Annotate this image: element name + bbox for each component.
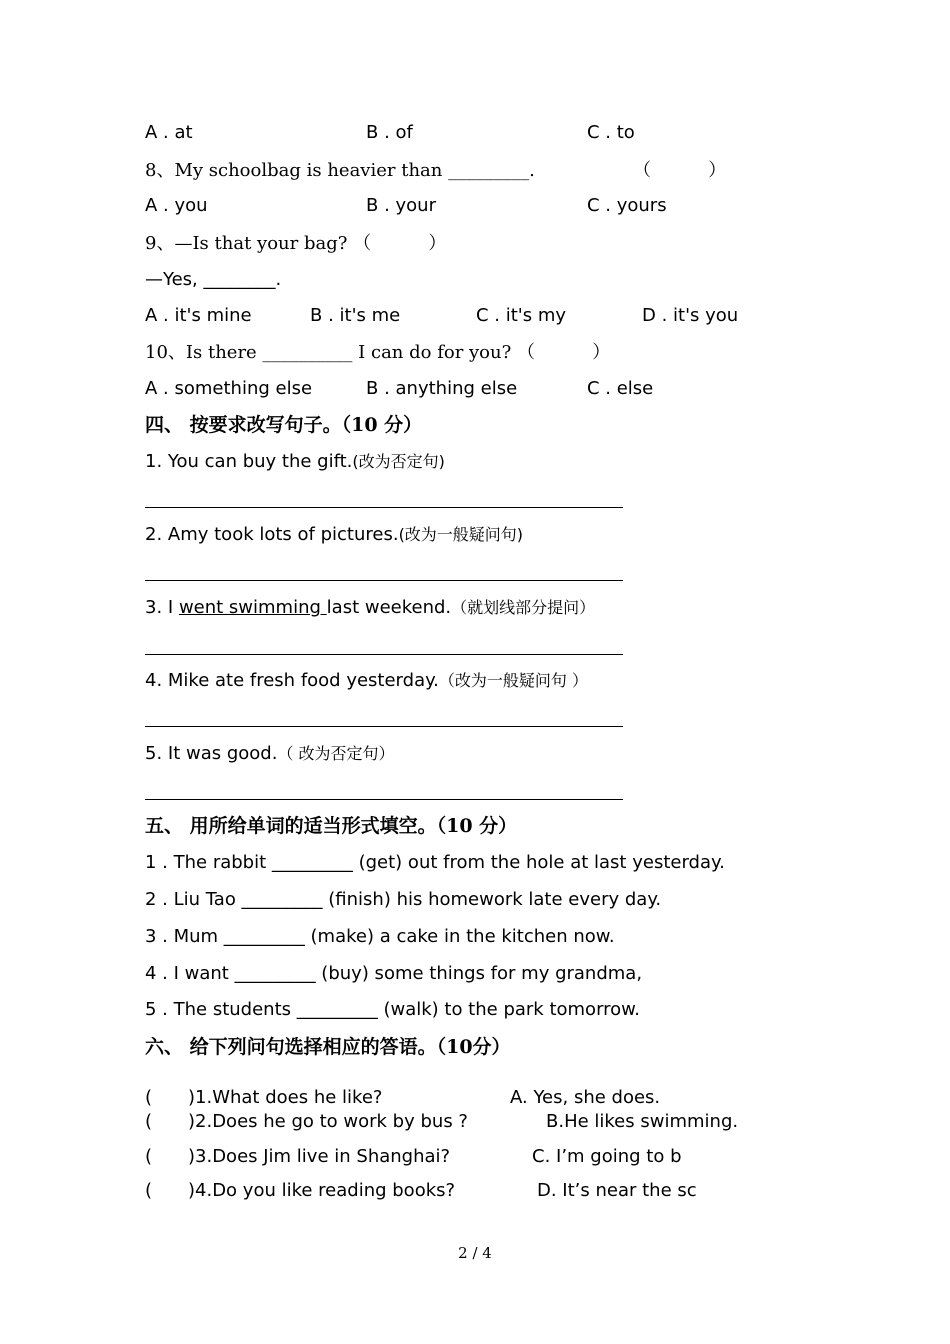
q8-option-a: A . you — [145, 195, 208, 216]
section4-item-3 — [145, 599, 595, 617]
answer-line-3[interactable] — [145, 654, 623, 655]
section5-item-4: 4 . I want _________ (buy) some things for my grandma, — [145, 963, 643, 984]
section6-bracket: ( — [145, 1180, 153, 1201]
q10-option-c: C . else — [587, 378, 654, 399]
answer-line-1[interactable] — [145, 507, 623, 508]
item-text: 2. Amy took lots of pictures. — [145, 524, 399, 545]
q9-option-a: A . it's mine — [145, 305, 252, 326]
q9-option-b: B . it's me — [310, 305, 401, 326]
q8-answer-paren: （ ） — [633, 160, 727, 181]
section5-item-3: 3 . Mum _________ (make) a cake in the kitchen now. — [145, 926, 615, 947]
section6-question-4: )4.Do you like reading books? — [188, 1180, 456, 1201]
item-text: 4. Mike ate fresh food yesterday. — [145, 670, 439, 691]
answer-line-5[interactable] — [145, 799, 623, 800]
section6-answer-b: B.He likes swimming. — [546, 1111, 739, 1132]
section6-question-1: )1.What does he like? — [188, 1087, 383, 1108]
item-instruction: (改为一般疑问句) — [398, 525, 524, 544]
q7-option-c: C . to — [587, 122, 635, 143]
q7-option-b: B . of — [366, 122, 413, 143]
q7-option-a: A . at — [145, 122, 193, 143]
answer-line-2[interactable] — [145, 580, 623, 581]
section4-item-5 — [145, 745, 395, 763]
item-instruction: (改为否定句) — [352, 452, 445, 471]
section6-bracket: ( — [145, 1111, 153, 1132]
item-text-pre: 3. I — [145, 597, 179, 618]
q9-question: 9、—Is that your bag? （ ） — [145, 233, 447, 254]
section6-answer-a: A. Yes, she does. — [510, 1087, 661, 1108]
item-instruction: （改为一般疑问句 ） — [438, 671, 588, 690]
section6-question-2: )2.Does he go to work by bus ? — [188, 1111, 468, 1132]
section6-answer-d: D. It’s near the sc — [537, 1180, 697, 1201]
item-instruction: （就划线部分提问） — [451, 598, 596, 617]
answer-line-4[interactable] — [145, 726, 623, 727]
section6-title: 六、 给下列问句选择相应的答语。（10分） — [145, 1036, 511, 1058]
section5-item-2: 2 . Liu Tao _________ (finish) his homework late every day. — [145, 889, 662, 910]
section5-title: 五、 用所给单词的适当形式填空。（10 分） — [145, 815, 518, 837]
q8-option-c: C . yours — [587, 195, 667, 216]
q10-option-a: A . something else — [145, 378, 313, 399]
section6-bracket: ( — [145, 1146, 153, 1167]
section4-item-4 — [145, 672, 588, 690]
section4-title: 四、 按要求改写句子。（10 分） — [145, 414, 423, 436]
section6-bracket: ( — [145, 1087, 153, 1108]
item-text-post: last weekend. — [326, 597, 452, 618]
q9-option-d: D . it's you — [642, 305, 739, 326]
item-text: 1. You can buy the gift. — [145, 451, 353, 472]
q9-reply: —Yes, ________. — [145, 269, 282, 290]
q10-option-b: B . anything else — [366, 378, 518, 399]
q10-question: 10、Is there __________ I can do for you? （ ） — [145, 342, 611, 363]
item-instruction: （ 改为否定句） — [277, 744, 395, 763]
q9-option-c: C . it's my — [476, 305, 567, 326]
section5-item-1: 1 . The rabbit _________ (get) out from the hole at last yesterday. — [145, 852, 725, 873]
page-number: 2 / 4 — [458, 1244, 492, 1262]
section6-answer-c: C. I’m going to b — [532, 1146, 682, 1167]
q8-option-b: B . your — [366, 195, 436, 216]
section4-item-1 — [145, 453, 445, 471]
item-text: 5. It was good. — [145, 743, 278, 764]
item-text-underlined: went swimming — [178, 597, 327, 618]
section6-question-3: )3.Does Jim live in Shanghai? — [188, 1146, 451, 1167]
section5-item-5: 5 . The students _________ (walk) to the park tomorrow. — [145, 999, 640, 1020]
q8-question: 8、My schoolbag is heavier than _________. — [145, 160, 535, 181]
section4-item-2 — [145, 526, 523, 544]
